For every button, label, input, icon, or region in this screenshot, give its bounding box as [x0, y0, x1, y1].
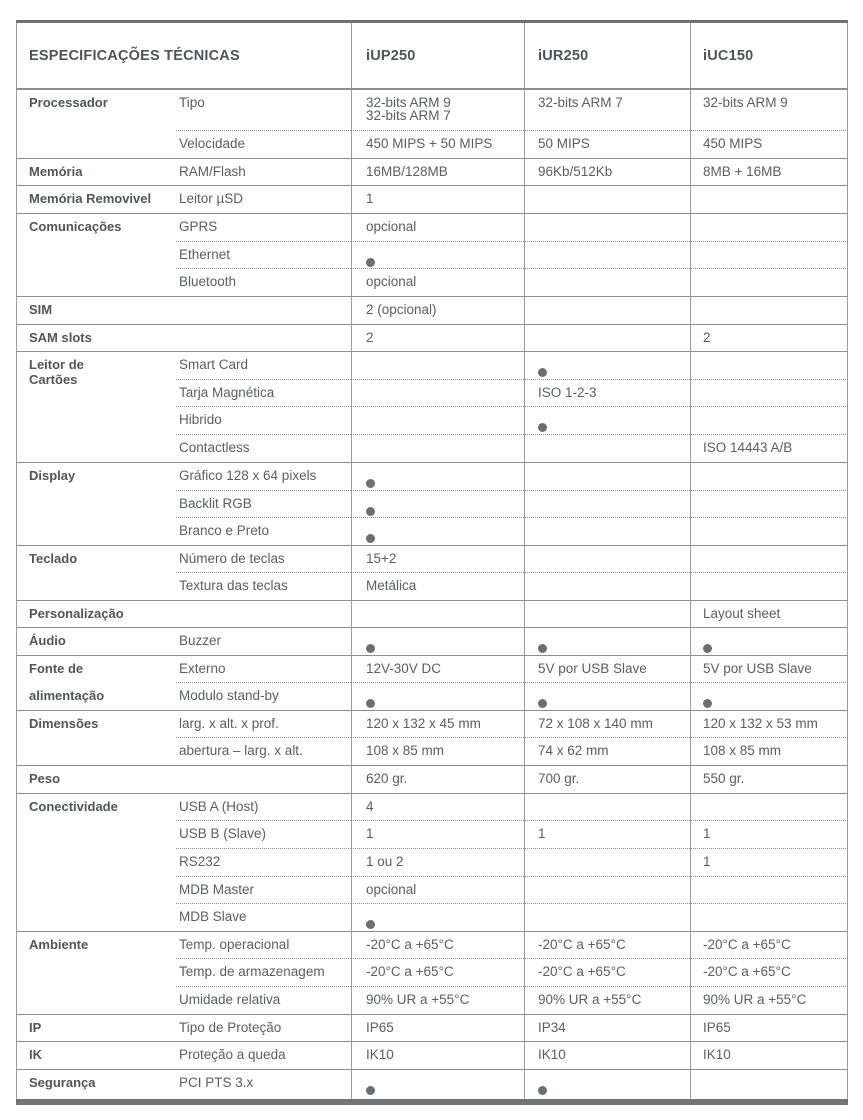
feature-dot-icon — [538, 699, 547, 708]
spec-sub-label: Buzzer — [179, 633, 222, 648]
category-label: Personalização — [29, 606, 124, 621]
row-divider — [176, 876, 351, 877]
row-divider — [690, 737, 848, 738]
spec-value: -20°C a +65°C — [538, 964, 626, 979]
row-divider — [524, 517, 690, 518]
row-divider — [690, 876, 848, 877]
table-title: ESPECIFICAÇÕES TÉCNICAS — [29, 48, 240, 64]
row-divider — [176, 130, 351, 131]
spec-value: 12V-30V DC — [366, 661, 442, 676]
group-divider — [16, 793, 848, 794]
spec-sub-label: USB B (Slave) — [179, 826, 267, 841]
row-divider — [690, 517, 848, 518]
group-divider — [16, 1069, 848, 1070]
feature-dot-icon — [538, 644, 547, 653]
category-label: Fonte de — [29, 661, 84, 676]
spec-sub-label: Smart Card — [179, 357, 249, 372]
spec-sub-label: Temp. operacional — [179, 937, 290, 952]
spec-value: Metálica — [366, 578, 417, 593]
category-label: alimentação — [29, 688, 105, 703]
category-label: Áudio — [29, 633, 66, 648]
spec-value: 74 x 62 mm — [538, 743, 609, 758]
row-divider — [351, 958, 524, 959]
row-divider — [690, 682, 848, 683]
spec-value: IK10 — [538, 1047, 566, 1062]
spec-sub-label: RAM/Flash — [179, 164, 246, 179]
category-label: Memória — [29, 164, 83, 179]
group-divider — [16, 462, 848, 463]
row-divider — [524, 903, 690, 904]
spec-value: 108 x 85 mm — [703, 743, 782, 758]
spec-value: 90% UR a +55°C — [538, 992, 642, 1007]
row-divider — [690, 379, 848, 380]
row-divider — [351, 682, 524, 683]
spec-sub-label: RS232 — [179, 854, 221, 869]
feature-dot-icon — [538, 423, 547, 432]
spec-sub-label: Ethernet — [179, 247, 231, 262]
header-divider — [16, 88, 848, 90]
category-label: Display — [29, 468, 76, 483]
spec-value: 1 — [538, 826, 546, 841]
group-divider — [16, 213, 848, 214]
feature-dot-icon — [366, 920, 375, 929]
feature-dot-icon — [703, 699, 712, 708]
spec-value: 620 gr. — [366, 771, 408, 786]
spec-value: 8MB + 16MB — [703, 164, 782, 179]
row-divider — [351, 517, 524, 518]
spec-value: ISO 14443 A/B — [703, 440, 793, 455]
spec-value: 700 gr. — [538, 771, 580, 786]
spec-value: 2 (opcional) — [366, 302, 437, 317]
row-divider — [690, 268, 848, 269]
feature-dot-icon — [366, 534, 375, 543]
row-divider — [176, 903, 351, 904]
row-divider — [524, 434, 690, 435]
row-divider — [351, 241, 524, 242]
spec-value: 4 — [366, 799, 374, 814]
category-label: SIM — [29, 302, 53, 317]
category-label: Peso — [29, 771, 61, 786]
category-label: Ambiente — [29, 937, 89, 952]
row-divider — [690, 848, 848, 849]
row-divider — [176, 434, 351, 435]
spec-value: 2 — [703, 330, 711, 345]
row-divider — [690, 434, 848, 435]
row-divider — [524, 379, 690, 380]
spec-value: 90% UR a +55°C — [703, 992, 807, 1007]
feature-dot-icon — [366, 258, 375, 267]
category-label: IK — [29, 1047, 42, 1062]
spec-value: 5V por USB Slave — [703, 661, 812, 676]
group-divider — [16, 1014, 848, 1015]
row-divider — [176, 406, 351, 407]
row-divider — [524, 490, 690, 491]
row-divider — [351, 848, 524, 849]
row-divider — [176, 572, 351, 573]
category-label: Comunicações — [29, 219, 122, 234]
spec-sub-label: Modulo stand-by — [179, 688, 279, 703]
spec-sub-label: Proteção a queda — [179, 1047, 286, 1062]
spec-sub-label: Número de teclas — [179, 551, 285, 566]
row-divider — [690, 820, 848, 821]
feature-dot-icon — [366, 1086, 375, 1095]
row-divider — [351, 876, 524, 877]
category-label: IP — [29, 1020, 42, 1035]
spec-value: IK10 — [366, 1047, 394, 1062]
spec-sub-label: abertura – larg. x alt. — [179, 743, 303, 758]
feature-dot-icon — [538, 1086, 547, 1095]
row-divider — [176, 379, 351, 380]
group-divider — [16, 1041, 848, 1042]
spec-sub-label: Tarja Magnética — [179, 385, 275, 400]
row-divider — [176, 517, 351, 518]
spec-sub-label: Hibrido — [179, 412, 222, 427]
spec-sub-label: MDB Master — [179, 882, 255, 897]
spec-sub-label: larg. x alt. x prof. — [179, 716, 279, 731]
row-divider — [176, 268, 351, 269]
row-divider — [690, 572, 848, 573]
spec-value: 16MB/128MB — [366, 164, 448, 179]
spec-sub-label: Velocidade — [179, 136, 246, 151]
row-divider — [524, 268, 690, 269]
row-divider — [524, 848, 690, 849]
spec-sub-label: Backlit RGB — [179, 496, 252, 511]
row-divider — [176, 820, 351, 821]
row-divider — [176, 241, 351, 242]
feature-dot-icon — [366, 507, 375, 516]
row-divider — [351, 268, 524, 269]
spec-sub-label: Contactless — [179, 440, 250, 455]
feature-dot-icon — [366, 699, 375, 708]
category-label: SAM slots — [29, 330, 92, 345]
spec-value: -20°C a +65°C — [703, 964, 791, 979]
spec-value: 550 gr. — [703, 771, 745, 786]
spec-value: 1 ou 2 — [366, 854, 404, 869]
row-divider — [351, 406, 524, 407]
table-top-bar — [16, 20, 848, 23]
spec-value: 450 MIPS + 50 MIPS — [366, 136, 493, 151]
group-divider — [16, 655, 848, 656]
spec-value: 5V por USB Slave — [538, 661, 647, 676]
spec-value: ISO 1-2-3 — [538, 385, 597, 400]
spec-value: 1 — [703, 854, 711, 869]
feature-dot-icon — [366, 479, 375, 488]
feature-dot-icon — [366, 644, 375, 653]
spec-value: -20°C a +65°C — [366, 964, 454, 979]
category-label: Segurança — [29, 1075, 96, 1090]
spec-value: Layout sheet — [703, 606, 781, 621]
spec-value: IK10 — [703, 1047, 731, 1062]
row-divider — [690, 241, 848, 242]
category-label: Teclado — [29, 551, 78, 566]
spec-value: 450 MIPS — [703, 136, 763, 151]
row-divider — [524, 958, 690, 959]
spec-sub-label: Leitor µSD — [179, 191, 244, 206]
row-divider — [351, 434, 524, 435]
spec-sub-label: Textura das teclas — [179, 578, 288, 593]
spec-value: 50 MIPS — [538, 136, 590, 151]
group-divider — [16, 765, 848, 766]
group-divider — [16, 324, 848, 325]
row-divider — [351, 986, 524, 987]
row-divider — [524, 820, 690, 821]
spec-value: opcional — [366, 219, 417, 234]
category-label: Leitor de Cartões — [29, 357, 84, 387]
row-divider — [524, 572, 690, 573]
spec-sub-label: MDB Slave — [179, 909, 247, 924]
spec-sub-label: Branco e Preto — [179, 523, 270, 538]
row-divider — [176, 848, 351, 849]
spec-value: 108 x 85 mm — [366, 743, 445, 758]
feature-dot-icon — [703, 644, 712, 653]
spec-sub-label: Temp. de armazenagem — [179, 964, 325, 979]
row-divider — [524, 737, 690, 738]
model-header-iur250: iUR250 — [538, 48, 589, 64]
group-divider — [16, 185, 848, 186]
spec-value: 96Kb/512Kb — [538, 164, 613, 179]
spec-sub-label: Bluetooth — [179, 274, 237, 289]
spec-value: 2 — [366, 330, 374, 345]
group-divider — [16, 710, 848, 711]
spec-value: -20°C a +65°C — [366, 937, 454, 952]
row-divider — [690, 490, 848, 491]
spec-sub-label: Externo — [179, 661, 226, 676]
spec-value: 32-bits ARM 9 32-bits ARM 7 — [366, 95, 451, 123]
row-divider — [351, 379, 524, 380]
spec-value: 72 x 108 x 140 mm — [538, 716, 653, 731]
group-divider — [16, 351, 848, 352]
row-divider — [351, 490, 524, 491]
spec-value: 32-bits ARM 9 — [703, 95, 788, 110]
category-label: Processador — [29, 95, 108, 110]
spec-sub-label: Tipo de Proteção — [179, 1020, 282, 1035]
spec-value: 90% UR a +55°C — [366, 992, 470, 1007]
group-divider — [16, 545, 848, 546]
model-header-iup250: iUP250 — [366, 48, 416, 64]
row-divider — [351, 903, 524, 904]
spec-value: -20°C a +65°C — [538, 937, 626, 952]
spec-sub-label: GPRS — [179, 219, 218, 234]
row-divider — [690, 958, 848, 959]
spec-value: IP34 — [538, 1020, 566, 1035]
spec-value: IP65 — [366, 1020, 394, 1035]
feature-dot-icon — [538, 368, 547, 377]
spec-sub-label: Gráfico 128 x 64 pixels — [179, 468, 317, 483]
group-divider — [16, 931, 848, 932]
group-divider — [16, 296, 848, 297]
row-divider — [524, 406, 690, 407]
row-divider — [176, 737, 351, 738]
row-divider — [176, 986, 351, 987]
spec-value: 1 — [366, 826, 374, 841]
category-label: Dimensões — [29, 716, 99, 731]
spec-value: 1 — [366, 191, 374, 206]
row-divider — [690, 130, 848, 131]
category-label: Conectividade — [29, 799, 118, 814]
spec-value: 120 x 132 x 53 mm — [703, 716, 818, 731]
spec-sub-label: Umidade relativa — [179, 992, 281, 1007]
row-divider — [690, 903, 848, 904]
row-divider — [524, 876, 690, 877]
spec-value: 15+2 — [366, 551, 397, 566]
spec-sub-label: USB A (Host) — [179, 799, 259, 814]
spec-value: -20°C a +65°C — [703, 937, 791, 952]
spec-value: 1 — [703, 826, 711, 841]
spec-value: opcional — [366, 274, 417, 289]
row-divider — [524, 682, 690, 683]
row-divider — [690, 986, 848, 987]
row-divider — [351, 130, 524, 131]
row-divider — [524, 986, 690, 987]
group-divider — [16, 627, 848, 628]
spec-value: IP65 — [703, 1020, 731, 1035]
category-label: Memória Removivel — [29, 191, 152, 206]
row-divider — [351, 820, 524, 821]
row-divider — [176, 490, 351, 491]
row-divider — [176, 958, 351, 959]
table-bottom-bar — [16, 1099, 848, 1105]
spec-sub-label: PCI PTS 3.x — [179, 1075, 254, 1090]
group-divider — [16, 600, 848, 601]
spec-value: opcional — [366, 882, 417, 897]
row-divider — [690, 406, 848, 407]
row-divider — [351, 737, 524, 738]
row-divider — [524, 241, 690, 242]
spec-value: 120 x 132 x 45 mm — [366, 716, 481, 731]
spec-sub-label: Tipo — [179, 95, 205, 110]
group-divider — [16, 158, 848, 159]
row-divider — [351, 572, 524, 573]
model-header-iuc150: iUC150 — [703, 48, 754, 64]
row-divider — [524, 130, 690, 131]
spec-value: 32-bits ARM 7 — [538, 95, 623, 110]
row-divider — [176, 682, 351, 683]
